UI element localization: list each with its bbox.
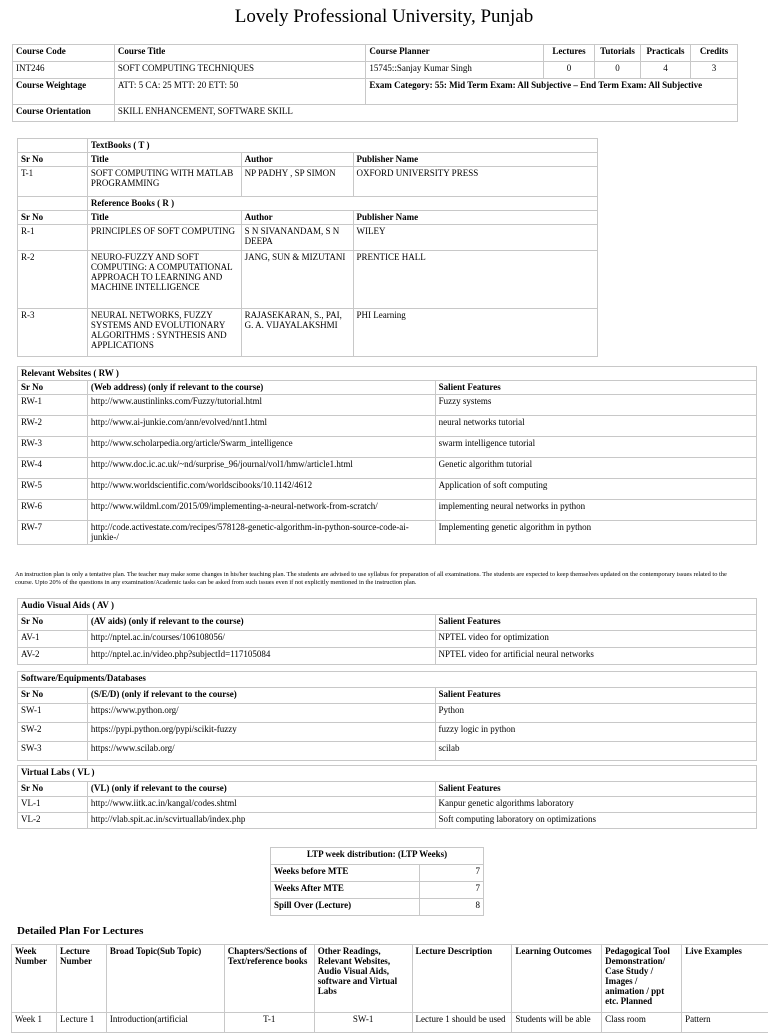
cell: 7 bbox=[420, 865, 484, 882]
cell: RAJASEKARAN, S., PAI, G. A. VIJAYALAKSHMI bbox=[241, 309, 353, 357]
website-link[interactable]: http://code.activestate.com/recipes/578128-genetic-algorithm-in-python-source-code-ai-junkie-/ bbox=[87, 521, 435, 545]
col-header: Publisher Name bbox=[353, 211, 597, 225]
table-row bbox=[12, 1013, 768, 1033]
ltp-table bbox=[270, 847, 484, 916]
cell: implementing neural networks in python bbox=[435, 500, 756, 521]
lectures-header: Lectures bbox=[544, 45, 595, 62]
orientation-label: Course Orientation bbox=[13, 105, 115, 122]
table-row bbox=[271, 865, 484, 882]
table-row bbox=[18, 797, 757, 813]
cell: NP PADHY , SP SIMON bbox=[241, 167, 353, 197]
av-link[interactable]: http://nptel.ac.in/video.php?subjectId=117105084 bbox=[87, 648, 435, 665]
website-link[interactable]: http://www.worldscientific.com/worldscibooks/10.1142/4612 bbox=[87, 479, 435, 500]
cell: VL-2 bbox=[18, 813, 88, 829]
table-row bbox=[18, 500, 757, 521]
website-link[interactable]: http://www.scholarpedia.org/article/Swarm_intelligence bbox=[87, 437, 435, 458]
lectures-value: 0 bbox=[544, 62, 595, 79]
plan-heading: Detailed Plan For Lectures bbox=[17, 925, 143, 937]
lecture-plan-table bbox=[11, 944, 768, 1033]
col-header: Learning Outcomes bbox=[512, 945, 602, 1013]
table-row bbox=[18, 225, 598, 251]
table-row bbox=[18, 251, 598, 309]
software-link[interactable]: https://www.python.org/ bbox=[87, 704, 435, 723]
col-header: Salient Features bbox=[435, 381, 756, 395]
website-link[interactable]: http://www.wildml.com/2015/09/implementing-a-neural-network-from-scratch/ bbox=[87, 500, 435, 521]
cell: Students will be able bbox=[512, 1013, 602, 1033]
cell: NPTEL video for optimization bbox=[435, 631, 757, 648]
table-row bbox=[18, 648, 757, 665]
course-planner-header: Course Planner bbox=[366, 45, 544, 62]
col-header: Sr No bbox=[18, 782, 88, 797]
cell: RW-5 bbox=[18, 479, 88, 500]
cell: AV-2 bbox=[18, 648, 88, 665]
cell: Spill Over (Lecture) bbox=[271, 899, 420, 916]
col-header: (Web address) (only if relevant to the course) bbox=[87, 381, 435, 395]
table-row bbox=[18, 458, 757, 479]
col-header: Author bbox=[241, 153, 353, 167]
cell: JANG, SUN & MIZUTANI bbox=[241, 251, 353, 309]
cell: SW-3 bbox=[18, 742, 88, 761]
table-row bbox=[18, 416, 757, 437]
col-header: Salient Features bbox=[435, 688, 757, 704]
cell: Implementing genetic algorithm in python bbox=[435, 521, 756, 545]
cell: Pattern bbox=[682, 1013, 768, 1033]
col-header: Sr No bbox=[18, 688, 88, 704]
cell: RW-7 bbox=[18, 521, 88, 545]
website-link[interactable]: http://www.ai-junkie.com/ann/evolved/nnt1.html bbox=[87, 416, 435, 437]
cell: PRINCIPLES OF SOFT COMPUTING bbox=[87, 225, 241, 251]
table-row bbox=[271, 882, 484, 899]
cell: AV-1 bbox=[18, 631, 88, 648]
cell: T-1 bbox=[18, 167, 88, 197]
weightage-label: Course Weightage bbox=[13, 79, 115, 105]
cell: R-1 bbox=[18, 225, 88, 251]
website-link[interactable]: http://www.doc.ic.ac.uk/~nd/surprise_96/journal/vol1/hmw/article1.html bbox=[87, 458, 435, 479]
cell: NEURO-FUZZY AND SOFT COMPUTING: A COMPUTATIONAL APPROACH TO LEARNING AND MACHINE INTELLIGENCE bbox=[87, 251, 241, 309]
cell: Week 1 bbox=[12, 1013, 57, 1033]
cell: Genetic algorithm tutorial bbox=[435, 458, 756, 479]
cell: RW-1 bbox=[18, 395, 88, 416]
websites-heading: Relevant Websites ( RW ) bbox=[18, 367, 757, 381]
credits-header: Credits bbox=[690, 45, 737, 62]
course-planner: 15745::Sanjay Kumar Singh bbox=[366, 62, 544, 79]
cell: Application of soft computing bbox=[435, 479, 756, 500]
col-header: Sr No bbox=[18, 615, 88, 631]
col-header: Publisher Name bbox=[353, 153, 597, 167]
cell: Fuzzy systems bbox=[435, 395, 756, 416]
table-row bbox=[18, 723, 757, 742]
col-header: Week Number bbox=[12, 945, 57, 1013]
cell: Weeks before MTE bbox=[271, 865, 420, 882]
col-header: Lecture Description bbox=[412, 945, 512, 1013]
cell: RW-4 bbox=[18, 458, 88, 479]
credits-value: 3 bbox=[690, 62, 737, 79]
weightage-value: ATT: 5 CA: 25 MTT: 20 ETT: 50 bbox=[114, 79, 366, 105]
table-row bbox=[18, 813, 757, 829]
col-header: Title bbox=[87, 211, 241, 225]
software-heading: Software/Equipments/Databases bbox=[18, 672, 757, 688]
table-row bbox=[18, 742, 757, 761]
table-row bbox=[18, 167, 598, 197]
textbooks-heading: TextBooks ( T ) bbox=[87, 139, 597, 153]
cell: Kanpur genetic algorithms laboratory bbox=[435, 797, 756, 813]
tutorials-header: Tutorials bbox=[595, 45, 641, 62]
col-header: Other Readings, Relevant Websites, Audio Visual Aids, software and Virtual Labs bbox=[314, 945, 412, 1013]
col-header: (VL) (only if relevant to the course) bbox=[87, 782, 435, 797]
col-header: Salient Features bbox=[435, 615, 757, 631]
table-row bbox=[18, 437, 757, 458]
course-title: SOFT COMPUTING TECHNIQUES bbox=[114, 62, 366, 79]
av-heading: Audio Visual Aids ( AV ) bbox=[18, 599, 757, 615]
software-link[interactable]: https://pypi.python.org/pypi/scikit-fuzzy bbox=[87, 723, 435, 742]
col-header: Broad Topic(Sub Topic) bbox=[106, 945, 224, 1013]
col-header: Sr No bbox=[18, 381, 88, 395]
instruction-note: An instruction plan is only a tentative plan. The teacher may make some changes in his/her teaching plan. The students are advised to use syllabus for preparation of all examinations. The students are expected to keep themselves updated on the contemporary issues related to the course. Upto 20% of the questions in any examination/Academic tasks can be asked from such issues even if not explicitly mentioned in the instruction plan. bbox=[15, 571, 730, 587]
vl-link[interactable]: http://vlab.spit.ac.in/scvirtuallab/index.php bbox=[87, 813, 435, 829]
col-header: Chapters/Sections of Text/reference books bbox=[224, 945, 314, 1013]
course-title-header: Course Title bbox=[114, 45, 366, 62]
exam-category bbox=[366, 79, 738, 105]
col-header: Lecture Number bbox=[56, 945, 106, 1013]
practicals-header: Practicals bbox=[641, 45, 691, 62]
cell: Weeks After MTE bbox=[271, 882, 420, 899]
col-header: Sr No bbox=[18, 153, 88, 167]
cell: fuzzy logic in python bbox=[435, 723, 757, 742]
course-code: INT246 bbox=[13, 62, 115, 79]
cell: Lecture 1 should be used bbox=[412, 1013, 512, 1033]
cell: 7 bbox=[420, 882, 484, 899]
orientation-value: SKILL ENHANCEMENT, SOFTWARE SKILL bbox=[114, 105, 737, 122]
vl-link[interactable]: http://www.iitk.ac.in/kangal/codes.shtml bbox=[87, 797, 435, 813]
virtual-labs-table bbox=[17, 765, 757, 829]
practicals-value: 4 bbox=[641, 62, 691, 79]
cell: RW-2 bbox=[18, 416, 88, 437]
exam-label: Exam Category: bbox=[369, 80, 432, 90]
ltp-heading: LTP week distribution: (LTP Weeks) bbox=[271, 848, 484, 865]
cell: PHI Learning bbox=[353, 309, 597, 357]
cell: 8 bbox=[420, 899, 484, 916]
course-info-table bbox=[12, 44, 738, 122]
av-table bbox=[17, 598, 757, 665]
cell: Lecture 1 bbox=[56, 1013, 106, 1033]
cell: WILEY bbox=[353, 225, 597, 251]
cell: Class room bbox=[602, 1013, 682, 1033]
col-header: Title bbox=[87, 153, 241, 167]
books-table bbox=[17, 138, 598, 357]
cell: R-2 bbox=[18, 251, 88, 309]
websites-table bbox=[17, 366, 757, 545]
col-header: (S/E/D) (only if relevant to the course) bbox=[87, 688, 435, 704]
table-row bbox=[18, 395, 757, 416]
cell: SOFT COMPUTING WITH MATLAB PROGRAMMING bbox=[87, 167, 241, 197]
software-table bbox=[17, 671, 757, 761]
table-row bbox=[18, 521, 757, 545]
cell: neural networks tutorial bbox=[435, 416, 756, 437]
tutorials-value: 0 bbox=[595, 62, 641, 79]
cell: S N SIVANANDAM, S N DEEPA bbox=[241, 225, 353, 251]
col-header: Salient Features bbox=[435, 782, 756, 797]
table-row bbox=[271, 899, 484, 916]
vl-heading: Virtual Labs ( VL ) bbox=[18, 766, 757, 782]
cell: SW-1 bbox=[314, 1013, 412, 1033]
website-link[interactable]: http://www.austinlinks.com/Fuzzy/tutorial.html bbox=[87, 395, 435, 416]
col-header: (AV aids) (only if relevant to the course) bbox=[87, 615, 435, 631]
cell: Soft computing laboratory on optimizations bbox=[435, 813, 756, 829]
cell: NPTEL video for artificial neural networks bbox=[435, 648, 757, 665]
course-code-header: Course Code bbox=[13, 45, 115, 62]
page-title: Lovely Professional University, Punjab bbox=[0, 6, 768, 28]
table-row bbox=[18, 631, 757, 648]
cell: VL-1 bbox=[18, 797, 88, 813]
cell: R-3 bbox=[18, 309, 88, 357]
table-row bbox=[18, 479, 757, 500]
software-link[interactable]: https://www.scilab.org/ bbox=[87, 742, 435, 761]
cell: RW-3 bbox=[18, 437, 88, 458]
col-header: Sr No bbox=[18, 211, 88, 225]
cell: T-1 bbox=[224, 1013, 314, 1033]
cell: OXFORD UNIVERSITY PRESS bbox=[353, 167, 597, 197]
refbooks-heading: Reference Books ( R ) bbox=[87, 197, 597, 211]
table-row bbox=[18, 704, 757, 723]
col-header: Author bbox=[241, 211, 353, 225]
table-row bbox=[18, 309, 598, 357]
col-header: Pedagogical Tool Demonstration/ Case Study / Images / animation / ppt etc. Planned bbox=[602, 945, 682, 1013]
cell: RW-6 bbox=[18, 500, 88, 521]
exam-value: 55: Mid Term Exam: All Subjective – End Term Exam: All Subjective bbox=[435, 80, 702, 90]
av-link[interactable]: http://nptel.ac.in/courses/106108056/ bbox=[87, 631, 435, 648]
cell: Python bbox=[435, 704, 757, 723]
cell: PRENTICE HALL bbox=[353, 251, 597, 309]
cell: SW-1 bbox=[18, 704, 88, 723]
cell: NEURAL NETWORKS, FUZZY SYSTEMS AND EVOLUTIONARY ALGORITHMS : SYNTHESIS AND APPLICATIONS bbox=[87, 309, 241, 357]
cell: SW-2 bbox=[18, 723, 88, 742]
cell: scilab bbox=[435, 742, 757, 761]
cell: swarm intelligence tutorial bbox=[435, 437, 756, 458]
cell: Introduction(artificial bbox=[106, 1013, 224, 1033]
col-header: Live Examples bbox=[682, 945, 768, 1013]
